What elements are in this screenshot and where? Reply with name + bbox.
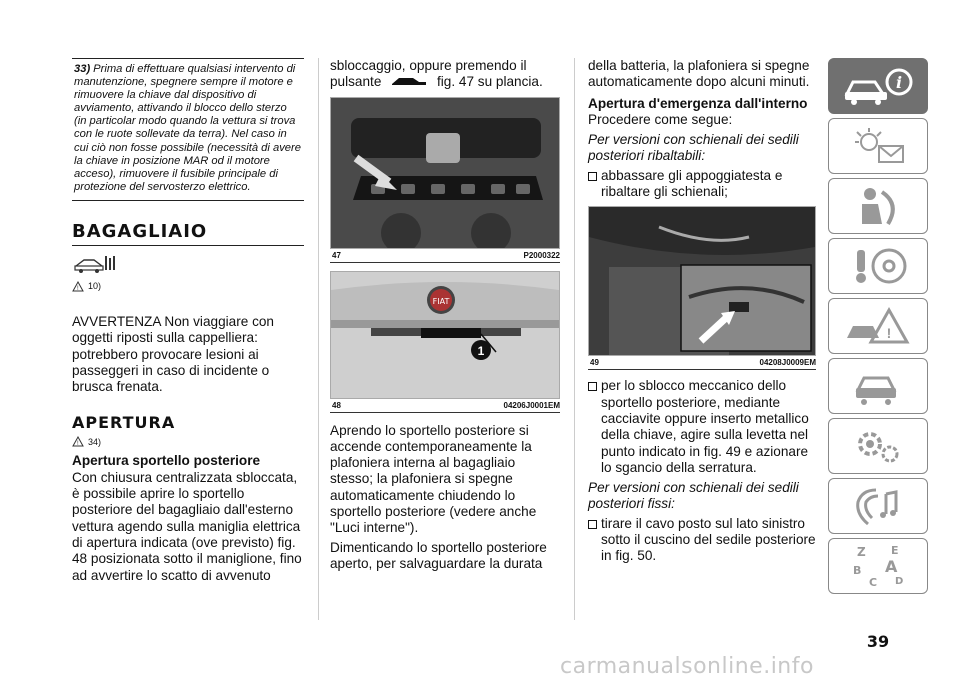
tab-index[interactable] xyxy=(828,538,928,594)
figure-48 xyxy=(330,271,560,399)
bullet-3: tirare il cavo posto sul lato sinistro sotto il cuscino del sedile posteriore in fig. 50. xyxy=(588,516,816,565)
column-left xyxy=(72,58,304,584)
gears-icon xyxy=(848,424,908,468)
trunk-button-icon xyxy=(389,74,429,88)
index-letters-icon xyxy=(843,542,913,590)
car-info-icon xyxy=(841,66,915,106)
figure-49 xyxy=(588,206,816,356)
bullet-box-icon xyxy=(588,520,597,529)
bullet-box-icon xyxy=(588,172,597,181)
tab-service[interactable] xyxy=(828,358,928,414)
bullet-2: per lo sblocco meccanico dello sportello posteriore, mediante cacciavite oppure inserto metallico della chiave, agire sulla levetta nel punto indicato in fig. 49 e azionare lo sgancio della serratura. xyxy=(588,378,816,476)
svg-text:B: B xyxy=(853,564,862,577)
bullet-1: abbassare gli appoggiatesta e ribaltare gli schienali; xyxy=(588,168,816,201)
fig49-caption: 49 04208J0009EM xyxy=(588,356,816,370)
ref-34: ! 34) xyxy=(72,436,304,447)
svg-text:D: D xyxy=(895,576,904,587)
version-note-1: Per versioni con schienali dei sedili posteriori ribaltabili: xyxy=(588,132,799,164)
trunk-warning-icon xyxy=(72,252,304,279)
fiat-logo: FIAT xyxy=(432,296,450,306)
callout-1: 1 xyxy=(477,343,485,358)
svg-text:C: C xyxy=(869,576,878,589)
car-service-icon xyxy=(848,364,908,408)
tab-multimedia[interactable] xyxy=(828,478,928,534)
caution-icon xyxy=(72,436,84,447)
column-divider xyxy=(574,58,575,620)
version-note-2: Per versioni con schienali dei sedili posteriori fissi: xyxy=(588,480,799,512)
column-divider xyxy=(318,58,319,620)
fig47-caption: 47 P2000322 xyxy=(330,249,560,263)
apertura-text: Con chiusura centralizzata sbloccata, è possibile aprire lo sportello posteriore del bagagliaio dall'esterno vettura agendo sulla maniglia elettrica di apertura indicata (ove previsto) fig. 48 posizionata sotto il maniglione, fino ad avvertire lo scatto di avvenuto xyxy=(72,469,302,583)
col2-para1: Aprendo lo sportello posteriore si accende contemporaneamente la plafoniera interna al bagagliaio stesso; la plafoniera si spegne automaticamente chiudendo lo sportello posteriore (vedere anche "Luci interne"). xyxy=(330,422,537,536)
key-steering-icon xyxy=(843,244,913,288)
figure-47 xyxy=(330,97,560,249)
seatbelt-airbag-icon xyxy=(848,184,908,228)
dashboard-lights-icon xyxy=(843,126,913,166)
warning-triangle-car-icon xyxy=(843,304,913,348)
column-middle xyxy=(330,58,560,572)
col3-text-top: della batteria, la plafoniera si spegne automaticamente dopo alcuni minuti. xyxy=(588,58,810,90)
bullet-box-icon xyxy=(588,382,597,391)
fig48-caption: 48 04206J0001EM xyxy=(330,399,560,413)
emergenza-heading: Apertura d'emergenza dall'interno xyxy=(588,95,808,111)
tab-emergency[interactable] xyxy=(828,298,928,354)
svg-text:!: ! xyxy=(77,285,79,292)
col2-text-top-1: sbloccaggio, oppure premendo il xyxy=(330,58,527,73)
svg-text:!: ! xyxy=(886,325,892,341)
tab-car-info[interactable] xyxy=(828,58,928,114)
footer-watermark: carmanualsonline.info xyxy=(560,654,814,679)
warning-text: Prima di effettuare qualsiasi intervento di manutenzione, spegnere sempre il motore e rimuovere la chiave dal dispositivo di avviamento, attivando il blocco dello sterzo (in particolar modo quando la vettura si trova con le ruote sollevate da terra). Nel caso in cui ciò non fosse possibile (necessità di avere la chiave in posizione MAR od il motore acceso), rimuovere il fusibile principale di protezione del servosterzo elettrico. xyxy=(74,63,301,193)
svg-text:i: i xyxy=(895,73,903,92)
tab-starting[interactable] xyxy=(828,238,928,294)
apertura-heading: Apertura sportello posteriore xyxy=(72,453,261,469)
svg-text:A: A xyxy=(885,557,898,576)
column-right xyxy=(588,58,816,565)
svg-text:!: ! xyxy=(77,441,79,448)
svg-text:E: E xyxy=(891,544,899,557)
caution-icon xyxy=(72,281,84,292)
tab-safety[interactable] xyxy=(828,178,928,234)
svg-text:Z: Z xyxy=(857,545,866,559)
subsection-title: APERTURA xyxy=(72,413,176,433)
emergenza-intro: Procedere come segue: xyxy=(588,111,733,127)
multimedia-icon xyxy=(848,484,908,528)
page-number: 39 xyxy=(866,632,890,651)
col2-text-top-2: pulsante fig. 47 su plancia. xyxy=(330,74,543,90)
col2-para2: Dimenticando lo sportello posteriore aperto, per salvaguardare la durata xyxy=(330,539,547,571)
tab-technical-data[interactable] xyxy=(828,418,928,474)
tab-dashboard-lights[interactable] xyxy=(828,118,928,174)
warning-box xyxy=(72,58,304,201)
warning-number: 33) xyxy=(74,63,91,75)
section-title: BAGAGLIAIO xyxy=(72,221,304,246)
chapter-tabs xyxy=(828,58,928,598)
avvertenza-text: AVVERTENZA Non viaggiare con oggetti riposti sulla cappelliera: potrebbero provocare lesioni ai passeggeri in caso di incidente o brusca frenata. xyxy=(72,313,274,395)
ref-10: ! 10) xyxy=(72,281,304,292)
